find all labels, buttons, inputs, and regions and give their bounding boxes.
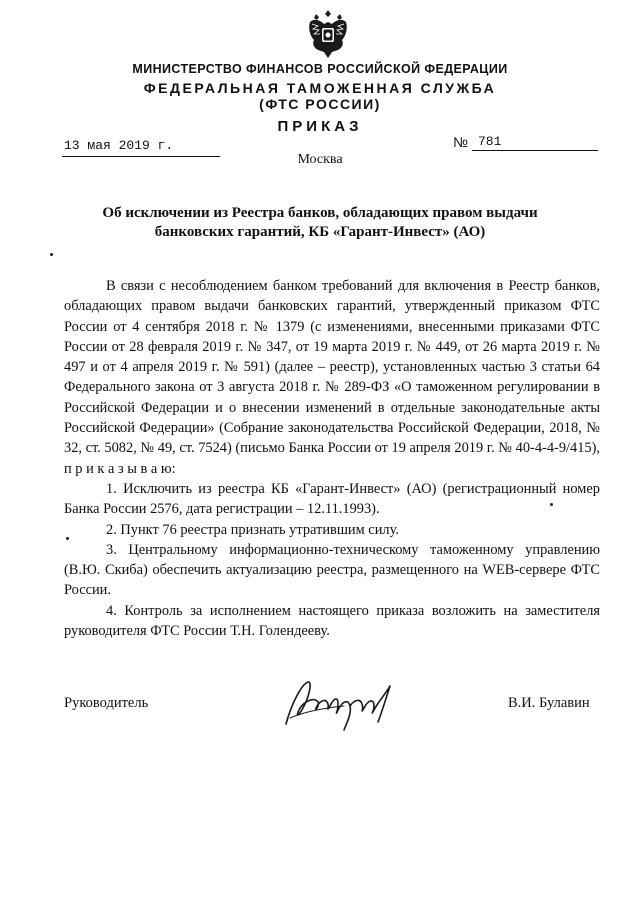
document-city: Москва [297, 152, 343, 167]
number-sign: № [453, 134, 469, 150]
body-paragraph-item-4: 4. Контроль за исполнением настоящего приказа возложить на заместителя руководителя ФТС России Т.Н. Голендееву. [64, 602, 600, 640]
ministry-heading: МИНИСТЕРСТВО ФИНАНСОВ РОССИЙСКОЙ ФЕДЕРАЦИИ [132, 62, 508, 76]
scan-speck [550, 503, 553, 506]
body-paragraph-item-2: 2. Пункт 76 реестра признать утратившим силу. [106, 521, 399, 538]
body-paragraph-preamble: В связи с несоблюдением банком требований для включения в Реестр банков, обладающих правом выдачи банковских гарантий, утвержденный приказом ФТС России от 4 сентября 2018 г. № 1379 (с изменениями, внесенными приказами ФТС России от 28 февраля 2019 г. № 347, от 19 марта 2019 г. № 449, от 26 марта 2019 г. № 497 и от 4 апреля 2019 г. № 591) (далее – реестр), установленных частью 3 статьи 64 Федерального закона от 3 августа 2018 г. № 289-ФЗ «О таможенном регулировании в Российской Федерации и о внесении изменений в отдельные законодательные акты Российской Федерации» (Собрание законодательства Российской Федерации, 2018, № 32, ст. 5082, № 49, ст. 7524) (письмо Банка России от 19 апреля 2019 г. № 40-4-4-9/415), п р и к а з ы в а ю: [64, 278, 600, 477]
service-short-heading: (ФТС РОССИИ) [259, 96, 381, 112]
document-number: 781 [478, 134, 502, 149]
service-heading: ФЕДЕРАЛЬНАЯ ТАМОЖЕННАЯ СЛУЖБА [143, 80, 497, 96]
body-paragraph-item-3: 3. Центральному информационно-техническому таможенному управлению (В.Ю. Скиба) обеспечить актуализацию реестра, размещенного на WEB-сервере ФТС России. [64, 541, 600, 599]
document-body [64, 276, 600, 641]
coat-of-arms-icon [306, 8, 350, 60]
handwritten-signature [274, 672, 404, 734]
document-type-heading: ПРИКАЗ [277, 118, 363, 135]
document-title: Об исключении из Реестра банков, обладающих правом выдачи банковских гарантий, КБ «Гарант-Инвест» (АО) [102, 205, 538, 240]
document-date: 13 мая 2019 г. [64, 138, 174, 153]
signatory-name: В.И. Булавин [508, 695, 590, 711]
signatory-role: Руководитель [64, 695, 149, 711]
body-paragraph-item-1: 1. Исключить из реестра КБ «Гарант-Инвест» (АО) (регистрационный номер Банка России 2576, дата регистрации – 12.11.1993). [64, 480, 600, 518]
scan-speck [50, 253, 53, 256]
scan-speck [66, 537, 69, 540]
